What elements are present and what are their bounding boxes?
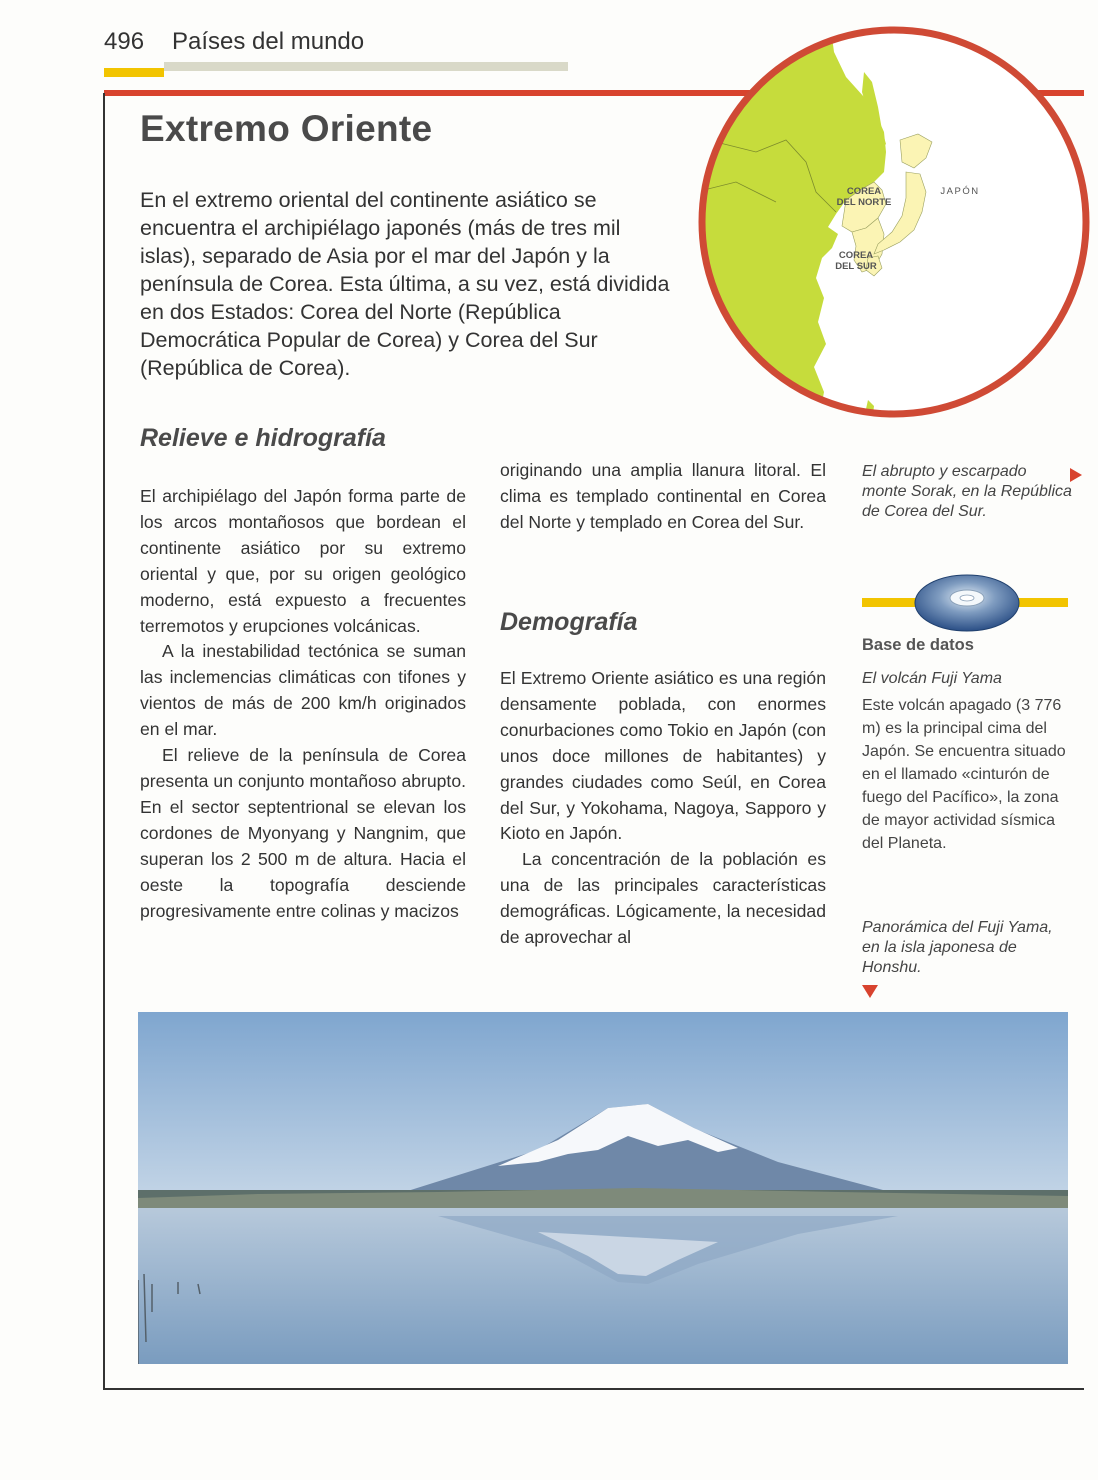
relieve-paragraph-3: El relieve de la península de Corea presenta un conjunto montañoso abrupto. En el sector septentrional se elevan los cordones de Myonyang y Nangnim, que superan los 2 500 m de altura. Hacia el oeste la topografía desciende progresivamente entre colinas y macizos	[140, 745, 466, 921]
frame-left-rule	[103, 93, 105, 1390]
map-label-japan: JAPÓN	[940, 186, 980, 197]
header-yellow-bar	[104, 68, 164, 77]
map-label-south-korea-2: DEL SUR	[835, 261, 877, 272]
heading-relieve: Relieve e hidrografía	[140, 424, 386, 452]
east-asia-map	[696, 22, 1094, 424]
database-subtitle: El volcán Fuji Yama	[862, 670, 1002, 687]
article-intro	[140, 186, 672, 382]
fuji-photo	[138, 1012, 1068, 1364]
map-label-north-korea-2: DEL NORTE	[836, 197, 892, 208]
intro-paragraph: En el extremo oriental del continente asiático se encuentra el archipiélago japonés (más de tres mil islas), separado de Asia por el mar del Japón y la península de Corea. Esta última, a su vez, está dividida en dos Estados: Corea del Norte (República Democrática Popular de Corea) y Corea del Sur (República de Corea).	[140, 188, 670, 380]
database-text: Este volcán apagado (3 776 m) es la principal cima del Japón. Se encuentra situado en el llamado «cinturón de fuego del Pacífico», la zona de mayor actividad sísmica del Planeta.	[862, 697, 1066, 852]
page-number: 496	[104, 28, 145, 55]
header-title: Países del mundo	[172, 28, 365, 55]
frame-bottom-rule	[103, 1388, 1084, 1390]
cd-disc-icon	[912, 572, 1022, 634]
relieve-paragraph-2: A la inestabilidad tectónica se suman las inclemencias climáticas con tifones y vientos de más de 200 km/h originados en el mar.	[140, 641, 466, 740]
article-title: Extremo Oriente	[140, 108, 433, 149]
column-left	[140, 484, 466, 924]
arrow-down-icon	[862, 985, 878, 998]
demografia-paragraph-1: El Extremo Oriente asiático es una región densamente poblada, con enormes conurbaciones como Tokio en Japón (con unos doce millones de habitantes) y grandes ciudades como Seúl, en Corea del Sur, y Yokohama, Nagoya, Sapporo y Kioto en Japón.	[500, 668, 826, 844]
column-middle	[500, 666, 826, 951]
caption-sorak: El abrupto y escarpado monte Sorak, en la República de Corea del Sur.	[862, 463, 1072, 520]
heading-demografia: Demografía	[500, 608, 638, 636]
caption-fuji: Panorámica del Fuji Yama, en la isla japonesa de Honshu.	[862, 919, 1053, 976]
database-title: Base de datos	[862, 636, 974, 654]
relieve-paragraph-4: originando una amplia llanura litoral. El clima es templado continental en Corea del Norte y templado en Corea del Sur.	[500, 460, 826, 532]
demografia-paragraph-2: La concentración de la población es una de las principales características demográficas. Lógicamente, la necesidad de aprovechar al	[500, 849, 826, 948]
map-label-north-korea-1: COREA	[846, 186, 882, 197]
column-middle-top	[500, 458, 826, 536]
relieve-paragraph-1: El archipiélago del Japón forma parte de los arcos montañosos que bordean el continente asiático por su extremo oriental y que, por su origen geológico moderno, está expuesto a frecuentes terremotos y erupciones volcánicas.	[140, 486, 466, 636]
arrow-right-icon	[1070, 468, 1082, 482]
header-grey-bar	[164, 62, 568, 71]
map-label-south-korea-1: COREA	[838, 250, 874, 261]
